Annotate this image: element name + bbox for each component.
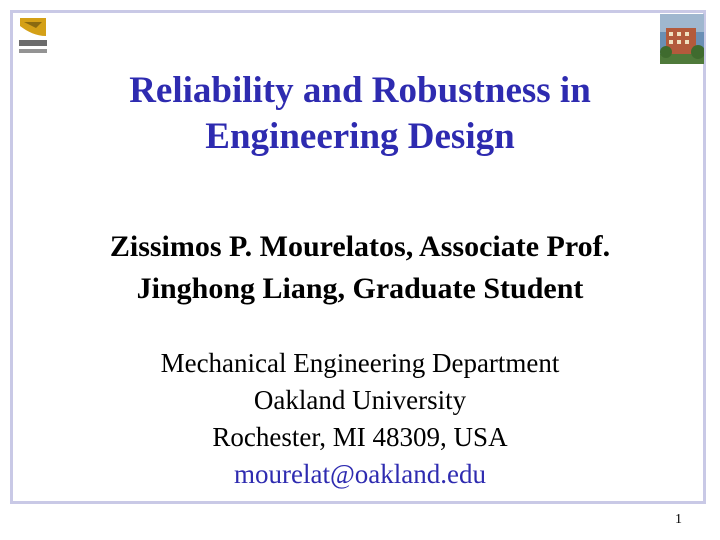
title-line-2: Engineering Design — [205, 116, 515, 157]
slide-title — [20, 68, 700, 160]
affiliation-block — [20, 345, 700, 493]
address: Rochester, MI 48309, USA — [212, 422, 508, 452]
university: Oakland University — [253, 385, 467, 415]
campus-building-photo-icon — [660, 14, 704, 64]
department: Mechanical Engineering Department — [160, 348, 560, 378]
page-number: 1 — [675, 512, 682, 527]
title-line-1: Reliability and Robustness in — [129, 70, 591, 111]
author-list — [10, 226, 710, 310]
email-link[interactable]: mourelat@oakland.edu — [233, 459, 487, 489]
oakland-university-logo-icon — [14, 14, 52, 62]
author-1: Zissimos P. Mourelatos, Associate Prof. — [109, 230, 611, 263]
author-2: Jinghong Liang, Graduate Student — [136, 272, 584, 305]
